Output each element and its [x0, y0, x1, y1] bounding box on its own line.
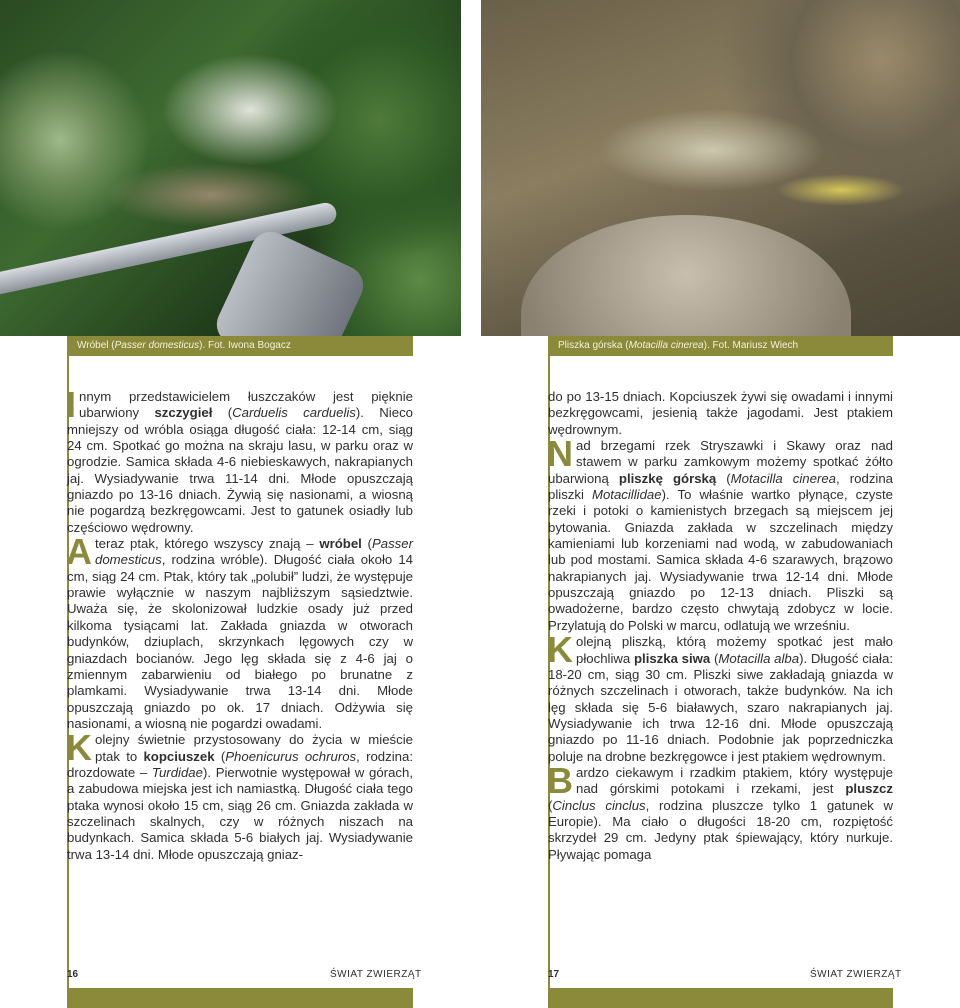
text-span: ( — [548, 797, 553, 813]
paragraph-pliszka-siwa — [547, 629, 893, 765]
paragraph-szczygiel — [66, 384, 413, 536]
caption-right-latin: Motacilla cinerea — [628, 340, 704, 351]
latin-name: Turdidae — [151, 764, 203, 780]
dropcap: N — [547, 433, 573, 475]
text-span: ( — [710, 650, 719, 666]
footer-bar-left — [67, 988, 413, 1008]
bird-name: wróbel — [319, 536, 362, 552]
bird-name: kopciuszek — [143, 748, 215, 764]
text-span: do po 13-15 dniach. Kopciuszek żywi się owadami i innymi bezkręgowcami, jesienią także jagodami. Jest ptakiem wędrownym. — [548, 389, 893, 437]
paragraph-pluszcz — [547, 759, 893, 863]
dropcap: A — [66, 531, 92, 573]
dropcap: I — [66, 384, 77, 425]
text-span: teraz ptak, którego wszyscy znają – — [95, 536, 320, 552]
latin-name: Motacilla alba — [718, 650, 800, 666]
paragraph-pliszka-gorska — [547, 433, 894, 634]
text-span: nnym przedstawicielem łuszczaków jest pięknie ubarwiony — [79, 389, 413, 421]
bird-name: szczygieł — [154, 405, 213, 421]
dropcap: B — [547, 759, 573, 801]
rock-shape — [521, 215, 851, 336]
latin-name: Motacillidae — [591, 487, 662, 503]
text-span: , rodzina pluszcze tylko 1 gatunek w Europie). Ma ciało o długości 18-20 cm, rozpiętość skrzydeł 29 cm. Jedyny ptak śpiewający, który nurkuje. Pływając pomaga — [548, 797, 893, 862]
bird-name: pliszka siwa — [633, 650, 711, 666]
magazine-name-right: ŚWIAT ZWIERZĄT — [810, 969, 902, 980]
latin-name: Passer domesticus — [95, 536, 413, 568]
text-column-left — [66, 384, 413, 863]
latin-name: Carduelis carduelis — [232, 405, 356, 421]
text-span: ( — [361, 536, 372, 552]
grey-wagtail-photo — [481, 0, 960, 336]
page-number-right: 17 — [548, 969, 560, 980]
caption-left-credit: . Fot. Iwona Bogacz — [202, 340, 291, 351]
dropcap: K — [547, 629, 573, 671]
text-span: olejny świetnie przystosowany do życia w mieście ptak to — [95, 732, 413, 764]
caption-right-name: Pliszka górska — [558, 340, 623, 351]
page-number-left: 16 — [67, 969, 79, 980]
text-span: ad brzegami rzek Stryszawki i Skawy oraz nad stawem w parku zamkowym możemy spotkać żółto ubarwioną — [548, 438, 893, 486]
text-span: ( — [212, 405, 233, 421]
latin-name: Motacilla cinerea — [730, 470, 837, 486]
bird-name: pluszcz — [845, 781, 893, 797]
text-span: ardzo ciekawym i rzadkim ptakiem, który występuje nad górskimi potokami i rzekami, jest — [576, 764, 893, 797]
bird-name: pliszkę górską — [618, 470, 717, 486]
dropcap: K — [66, 727, 92, 769]
text-span: , rodzina pliszki — [548, 470, 894, 503]
paragraph-kopciuszek-cont — [548, 389, 893, 438]
text-span: , rodzina: drozdowate – — [67, 748, 413, 780]
text-column-right — [548, 389, 893, 863]
text-span: ). To właśnie wartko płynące, czyste rzeki i potoki o kamienistych brzegach są miejscem jej bytowania. Gniazda zakłada w szczelinach między kamieniami lub korzeniami nad wodą, w zabudowaniach lub pod mostami. Samica składa 4-6 szarawych, brązowo nakrapianych jaj. Wysiadywanie trwa 12-14 dni. Młode opuszczają gniazdo po 12-13 dniach. Pliszki są owadożerne, bardzo często chwytają zdobycz w locie. Przylatują do Polski w marcu, odlatują we wrześniu. — [548, 487, 893, 633]
sparrow-photo — [0, 0, 461, 336]
text-span: , rodzina wróble). Długość ciała około 14 cm, siąg 24 cm. Ptak, który tak „polubił” ludzi, że występuje prawie wyłącznie w naszym najbliższym sąsiedztwie. Uważa się, że skolonizował ludzkie osady już przed kilkoma tysiącami lat. Zakłada gniazda w otworach budynków, dziuplach, skrzynkach lęgowych czy w gniazdach bocianów. Jego lęg składa się z 4-6 jaj o zmiennym zabarwieniu od białego po brunatne z plamkami. Wysiadywanie trwa 13-14 dni. Młode opuszczają gniazdo po ok. 17 dniach. Odżywia się nasionami, a wiosną nie pogardzi owadami. — [67, 552, 413, 731]
text-span: ). Nieco mniejszy od wróbla osiąga długość ciała: 12-14 cm, siąg 24 cm. Spotkać go można na skraju lasu, w parku oraz w ogrodzie. Samica składa 4-6 niebieskawych, nakrapianych jaj. Wysiadywanie trwa 11-14 dni. Młode opuszczają gniazdo po 13-16 dniach. Żywią się nasionami, a wiosną nie pogardzą bezkręgowcami. Jest to gatunek osiadły lub częściowo wędrowny. — [67, 405, 413, 535]
latin-name: Cinclus cinclus — [552, 797, 646, 813]
caption-left-name: Wróbel — [77, 340, 109, 351]
magazine-name-left: ŚWIAT ZWIERZĄT — [330, 969, 422, 980]
photo-caption-right: Pliszka górska (Motacilla cinerea). Fot. Mariusz Wiech — [548, 336, 893, 356]
paragraph-wrobel — [66, 531, 413, 732]
text-span: ). Długość ciała: 18-20 cm, siąg 30 cm. Pliszki siwe zakładają gniazda w różnych szczelinach i otworach, także budynków. Na ich lęg składa się 5-6 białawych, szaro nakrapianych jaj. Wysiadywanie ich trwa 12-16 dni. Młode opuszczają gniazdo po 11-16 dniach. Podobnie jak poprzedniczka poluje na drobne bezkręgowce i jest ptakiem wędrownym. — [548, 650, 893, 764]
footer-bar-right — [548, 988, 893, 1008]
latin-name: Phoenicurus ochruros — [225, 748, 357, 764]
photo-caption-left: Wróbel (Passer domesticus). Fot. Iwona Bogacz — [67, 336, 413, 356]
caption-right-credit: . Fot. Mariusz Wiech — [706, 340, 799, 351]
text-span: olejną pliszką, którą możemy spotkać jest mało płochliwa — [576, 634, 893, 666]
text-span: ( — [214, 748, 226, 764]
text-span: ( — [716, 470, 731, 486]
paragraph-kopciuszek — [66, 727, 413, 863]
caption-left-latin: Passer domesticus — [114, 340, 200, 351]
text-span: ). Pierwotnie występował w górach, a zabudowa miejska jest ich namiastką. Długość ciała tego ptaka wynosi około 15 cm, siąg 26 cm. Gniazda zakłada w szczelinach skalnych, czy w różnych niszach na budynkach. Samica składa 5-6 białych jaj. Wysiadywanie trwa 13-14 dni. Młode opuszczają gniaz- — [67, 764, 413, 862]
